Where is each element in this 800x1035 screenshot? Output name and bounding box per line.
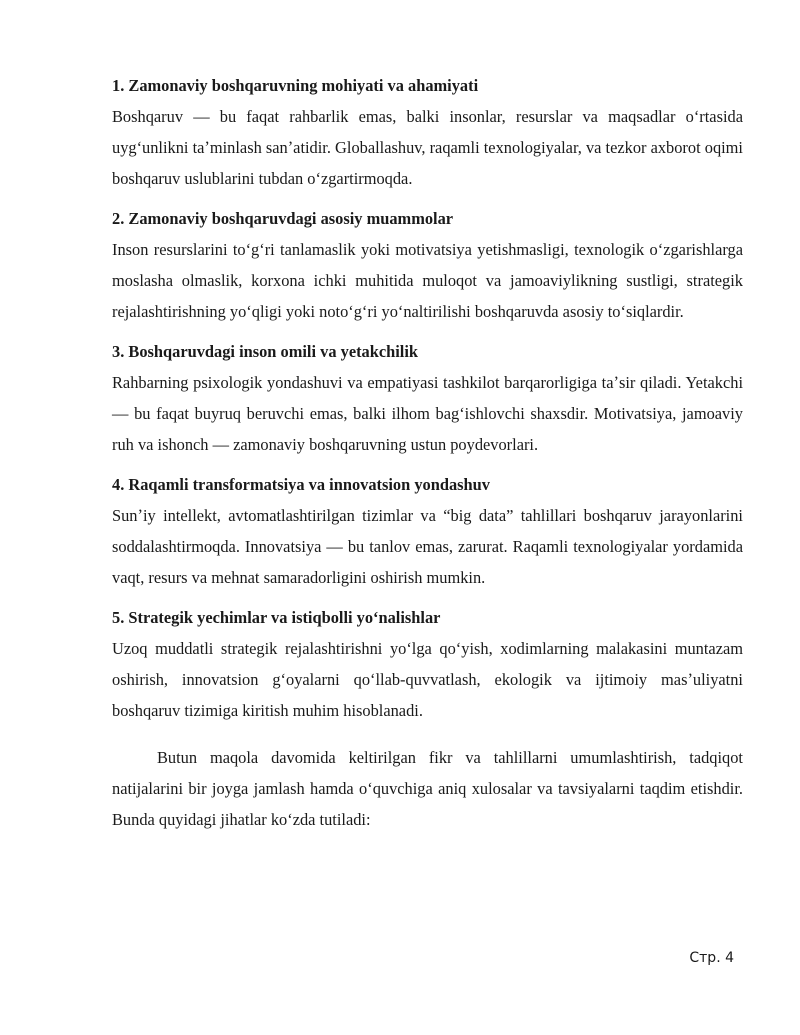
section-paragraph: Inson resurslarini toʻgʻri tanlamaslik yoki motivatsiya yetishmasligi, texnologik oʻzgarishlarga moslasha olmaslik, korxona ichki muhitida muloqot va jamoaviylikning sustligi, strategik rejalashtirishning yoʻqligi yoki notoʻgʻri yoʻnaltirilishi boshqaruvda asosiy toʻsiqlardir. — [112, 240, 743, 321]
closing-paragraph: Butun maqola davomida keltirilgan fikr va tahlillarni umumlashtirish, tadqiqot natijalarini bir joyga jamlash hamda oʻquvchiga aniq xulosalar va tavsiyalarni taqdim etishdir. Bunda quyidagi jihatlar koʻzda tutiladi: — [112, 748, 743, 829]
page-number: Стр. 4 — [689, 950, 734, 966]
section-paragraph: Uzoq muddatli strategik rejalashtirishni yoʻlga qoʻyish, xodimlarning malakasini muntazam oshirish, innovatsion gʻoyalarni qoʻllab-quvvatlash, ekologik va ijtimoiy masʼuliyatni boshqaruv tizimiga kiritish muhim hisoblanadi. — [112, 639, 743, 720]
section-heading: 1. Zamonaviy boshqaruvning mohiyati va ahamiyati — [112, 76, 479, 95]
section-3 — [112, 336, 743, 460]
section-5 — [112, 602, 743, 726]
section-heading: 2. Zamonaviy boshqaruvdagi asosiy muammolar — [112, 209, 454, 228]
section-2 — [112, 203, 743, 327]
page-content — [112, 70, 743, 835]
section-heading: 4. Raqamli transformatsiya va innovatsion yondashuv — [112, 475, 490, 494]
section-1 — [112, 70, 743, 194]
section-paragraph: Sunʼiy intellekt, avtomatlashtirilgan tizimlar va “big data” tahlillari boshqaruv jarayonlarini soddalashtirmoqda. Innovatsiya — bu tanlov emas, zarurat. Raqamli texnologiyalar yordamida vaqt, resurs va mehnat samaradorligini oshirish mumkin. — [112, 506, 743, 587]
section-4 — [112, 469, 743, 593]
section-paragraph: Boshqaruv — bu faqat rahbarlik emas, balki insonlar, resurslar va maqsadlar oʻrtasida uygʻunlikni taʼminlash sanʼatidir. Globallashuv, raqamli texnologiyalar, va tezkor axborot oqimi boshqaruv uslublarini tubdan oʻzgartirmoqda. — [112, 107, 743, 188]
section-heading: 5. Strategik yechimlar va istiqbolli yoʻnalishlar — [112, 608, 441, 627]
section-paragraph: Rahbarning psixologik yondashuvi va empatiyasi tashkilot barqarorligiga taʼsir qiladi. Yetakchi — bu faqat buyruq beruvchi emas, balki ilhom bagʻishlovchi shaxsdir. Motivatsiya, jamoaviy ruh va ishonch — zamonaviy boshqaruvning ustun poydevorlari. — [112, 373, 743, 454]
section-heading: 3. Boshqaruvdagi inson omili va yetakchilik — [112, 342, 419, 361]
